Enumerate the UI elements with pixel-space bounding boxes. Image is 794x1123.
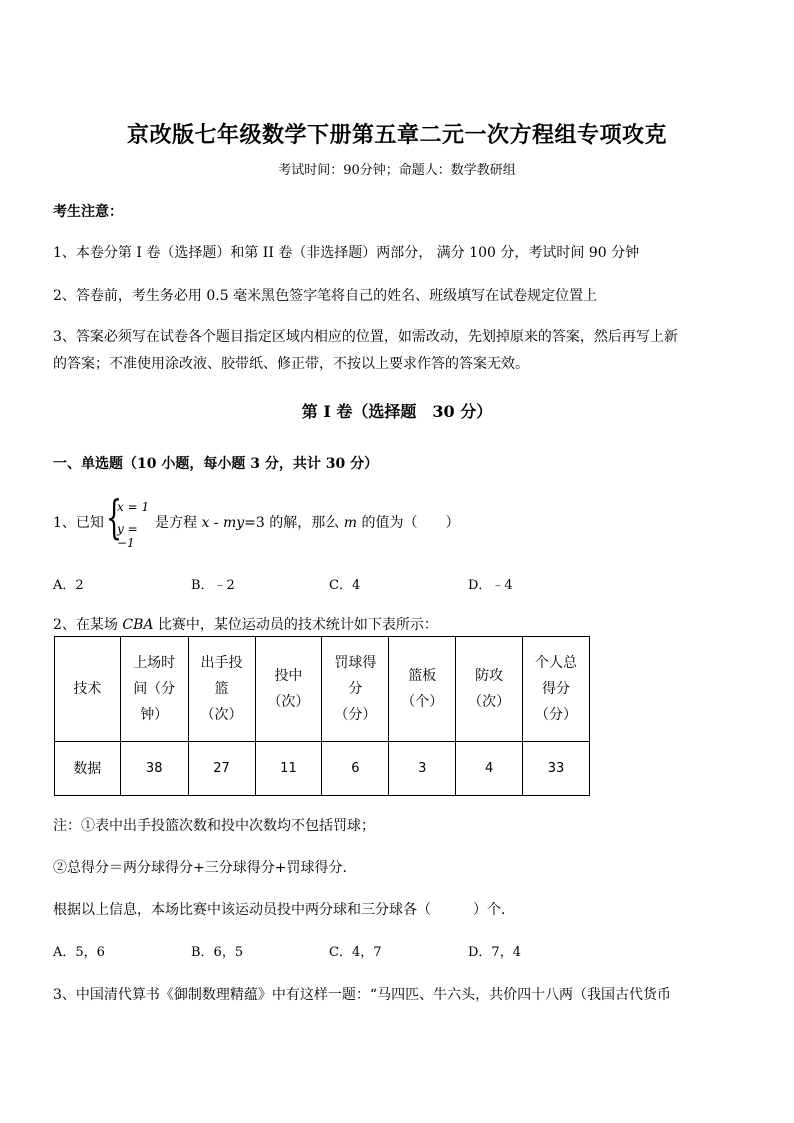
q2-prefix: 2、在某场	[53, 617, 123, 633]
value-cell: 33	[523, 742, 590, 796]
q2-option-b[interactable]: B．6，5	[191, 945, 244, 960]
q1-equation: x - my	[201, 515, 245, 531]
q1-prefix: 1、已知	[53, 515, 104, 531]
stats-table	[54, 636, 590, 796]
system-eq-1: x = 1	[117, 500, 150, 514]
value-cell: 6	[322, 742, 389, 796]
header-cell: 上场时 间（分 钟）	[120, 637, 188, 742]
q2-stem	[53, 614, 438, 634]
q1-option-c[interactable]: C．4	[329, 578, 361, 593]
notice-item-3-line2: 的答案；不准使用涂改液、胶带纸、修正带，不按以上要求作答的答案无效。	[53, 356, 529, 372]
page-title: 京改版七年级数学下册第五章二元一次方程组专项攻克	[126, 122, 667, 148]
q2-question: 根据以上信息，本场比赛中该运动员投中两分球和三分球各（ ）个．	[53, 902, 515, 918]
header-cell: 个人总 得分 （分）	[523, 637, 590, 742]
table-header-row	[55, 637, 590, 742]
q1-option-a[interactable]: A．2	[53, 578, 84, 593]
row-label-cell: 数据	[55, 742, 121, 796]
header-cell: 罚球得 分 （分）	[322, 637, 389, 742]
q2-option-d[interactable]: D．7，4	[468, 945, 521, 960]
table-row	[55, 742, 590, 796]
notice-item-2: 2、答卷前，考生务必用 0.5 毫米黑色签字笔将自己的姓名、班级填写在试卷规定位置上	[53, 288, 598, 304]
q1-stem	[155, 512, 459, 532]
q3-text: 3、中国清代算书《御制数理精蕴》中有这样一题：“马四匹、牛六头，共价四十八两（我国古代货币	[53, 987, 672, 1003]
header-cell: 防攻 （次）	[456, 637, 523, 742]
equation-system	[106, 490, 156, 550]
header-cell: 出手投 篮 （次）	[188, 637, 255, 742]
q1-suffix: 的值为（ ）	[357, 515, 460, 531]
value-cell: 27	[188, 742, 255, 796]
q2-suffix: 比赛中，某位运动员的技术统计如下表所示：	[153, 617, 438, 633]
notice-item-3-line1: 3、答案必须写在试卷各个题目指定区域内相应的位置，如需改动，先划掉原来的答案，然后再写上新	[53, 329, 678, 345]
value-cell: 3	[389, 742, 456, 796]
q1-option-d[interactable]: D．﹣4	[468, 578, 513, 593]
notice-heading: 考生注意：	[53, 204, 123, 220]
q2-note-2: ②总得分＝两分球得分+三分球得分+罚球得分．	[53, 860, 357, 876]
value-cell: 38	[120, 742, 188, 796]
system-eq-2: y = −1	[117, 522, 138, 550]
q2-option-a[interactable]: A．5，6	[53, 945, 105, 960]
q2-note-1: 注：①表中出手投篮次数和投中次数均不包括罚球；	[53, 818, 375, 834]
value-cell: 4	[456, 742, 523, 796]
q1-option-b[interactable]: B．﹣2	[191, 578, 235, 593]
q1-var: m	[343, 515, 357, 531]
notice-item-1: 1、本卷分第 I 卷（选择题）和第 II 卷（非选择题）两部分， 满分 100 分，考试时间 90 分钟	[53, 245, 640, 261]
q2-option-c[interactable]: C．4，7	[329, 945, 382, 960]
header-cell: 投中 （次）	[255, 637, 322, 742]
page-subtitle: 考试时间：90分钟；命题人：数学教研组	[278, 163, 516, 178]
brace-glyph: {	[106, 490, 123, 544]
q2-league: CBA	[122, 617, 154, 633]
q1-equation-rest: =3 的解，那么	[244, 515, 344, 531]
value-cell: 11	[255, 742, 322, 796]
section-title: 第 I 卷（选择题 30 分）	[301, 402, 493, 421]
q1-mid: 是方程	[155, 515, 202, 531]
header-cell: 篮板 （个）	[389, 637, 456, 742]
part-heading: 一、单选题（10 小题，每小题 3 分，共计 30 分）	[53, 456, 379, 472]
header-cell: 技术	[55, 637, 121, 742]
